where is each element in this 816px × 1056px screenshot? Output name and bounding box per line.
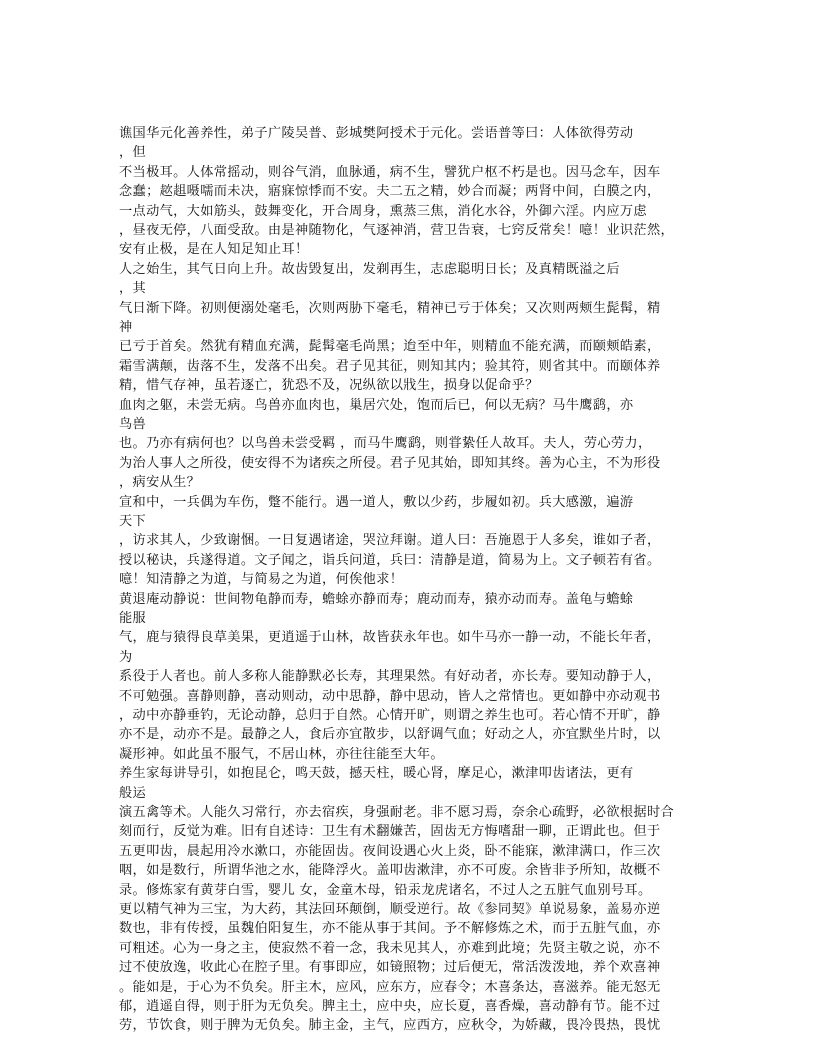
- text-line: 一点动气，大如筋头，鼓舞变化，开合周身，熏蒸三焦，消化水谷，外御六淫。内应万虑: [119, 203, 647, 219]
- text-line: 不当极耳。人体常摇动，则谷气消，血脉通，病不生，譬犹户枢不朽是也。因马念车，因车: [119, 164, 661, 180]
- text-line: ，但: [119, 145, 147, 161]
- text-line: 气，鹿与猿得良草美果，更逍遥于山林，故皆获永年也。如牛马亦一静一动，不能长年者，: [119, 630, 661, 646]
- text-line: 刻而行，反觉为难。旧有自述诗：卫生有术翻嫌苦，固齿无方悔嗜甜一聊，正谓此也。但于: [119, 824, 661, 840]
- text-line: ，其: [119, 281, 147, 297]
- text-line: 宣和中，一兵偶为车伤，蹩不能行。遇一道人，敷以少药，步履如初。兵大感激，遍游: [119, 494, 634, 510]
- text-line: 安有止极，是在人知足知止耳！: [119, 242, 309, 258]
- text-line: 可粗述。心为一身之主，使寂然不着一念，我未见其人，亦难到此境；先贤主敬之说，亦不: [119, 940, 661, 956]
- text-line: 也。乃亦有病何也？以鸟兽未尝受羁 ，而马牛鹰鹞，则甞絷任人故耳。夫人，劳心劳力，: [119, 436, 652, 452]
- text-line: 郁，逍遥自得，则于肝为无负矣。脾主土，应中央，应长夏，喜香燥，喜动静有节。能不过: [119, 999, 661, 1014]
- text-line: 鸟兽: [119, 417, 147, 432]
- text-line: 霜雪满颠，齿落不生，发落不出矣。君子见其征，则知其内；验其符，则省其中。而颐体养: [119, 358, 661, 374]
- text-line: 为治人事人之所役，使安得不为诸疾之所侵。君子见其始，即知其终。善为心主，不为形役: [119, 455, 661, 471]
- text-line: 精，惜气存神，虽若逐亡，犹恐不及，况纵欲以戕生，损身以促命乎？: [119, 378, 539, 394]
- text-line: 五更叩齿，晨起用冷水漱口，亦能固齿。夜间设遇心火上炎，卧不能寐，漱津满口，作三次: [119, 843, 661, 859]
- text-line: ，病安从生？: [119, 475, 201, 491]
- text-line: 。能如是，于心为不负矣。肝主木，应风，应东方，应春令；木喜条达，喜滋养。能无怒无: [119, 979, 661, 995]
- text-line: 劳，节饮食，则于脾为无负矣。肺主金，主气，应西方，应秋令，为娇藏，畏冷畏热，畏忧: [119, 1018, 661, 1034]
- text-line: 咽，如是数行，所谓华池之水，能降浮火。盖叩齿漱津，亦不可废。余皆非予所知，故概不: [119, 863, 661, 879]
- text-line: 过不使放逸，收此心在腔子里。有事即应，如镜照物；过后便无，常活泼泼地，养个欢喜神: [119, 960, 661, 976]
- text-line: 凝形神。如此虽不服气，不居山林，亦往往能至大年。: [119, 746, 444, 762]
- text-line: ，动中亦静垂钓，无论动静，总归于自然。心情开旷，则谓之养生也可。若心情不开旷，静: [119, 708, 661, 723]
- text-line: 授以秘诀，兵遂得道。文子闻之，诣兵问道，兵曰：清静是道，简易为上。文子顿若有省。: [119, 552, 661, 568]
- text-line: 演五禽等术。人能久习常行，亦去宿疾，身强耐老。非不愿习焉，奈余心疏野，必欲根据时合: [119, 805, 675, 820]
- text-line: 录。修炼家有黄芽白雪，婴儿 女，金童木母，铅汞龙虎诸名，不过人之五脏气血别号耳。: [119, 882, 652, 898]
- text-line: 血肉之躯，未尝无病。鸟兽亦血肉也，巢居穴处，饱而后已，何以无病？马牛鹰鹞，亦: [119, 397, 634, 413]
- text-line: 已亏于首矣。然犹有精血充满，髭髯毫毛尚黑；迨至中年，则精血不能充满，而颐颊皓素，: [119, 339, 661, 355]
- text-line: 念蠢；趑趄嗫嚅而未决，寤寐惊悸而不安。夫二五之精，妙合而凝；两肾中间，白膜之内，: [119, 184, 661, 200]
- text-line: 为: [119, 649, 133, 665]
- text-line: ，昼夜无停，八面受敌。由是神随物化，气逐神消，营卫告衰，七窍反常矣！噫！业识茫然，: [119, 223, 675, 238]
- text-line: 噫！知清静之为道，与简易之为道，何俟他求！: [119, 572, 404, 588]
- text-line: 不可勉强。喜静则静，喜动则动，动中思静，静中思动，皆人之常情也。更如静中亦动观书: [119, 688, 661, 704]
- text-line: 能服: [119, 611, 147, 626]
- text-line: 神: [119, 320, 133, 335]
- text-line: ，访求其人，少致谢悃。一日复遇诸途，哭泣拜谢。道人曰：吾施恩于人多矣，谁如子者，: [119, 533, 661, 549]
- text-line: 更以精气神为三宝，为大药，其法回环颠倒，顺受逆行。故《参同契》单说易象，盖易亦逆: [119, 902, 661, 917]
- text-line: 黄退庵动静说：世间物龟静而寿，蟾蜍亦静而寿；鹿动而寿，猿亦动而寿。盖龟与蟾蜍: [119, 591, 634, 607]
- text-line: 系役于人者也。前人多称人能静默必长寿，其理果然。有好动者，亦长寿。要知动静于人，: [119, 669, 661, 685]
- text-line: 谯国华元化善养性，弟子广陵吴普、彭城樊阿授术于元化。尝语普等曰：人体欲得劳动: [119, 126, 634, 141]
- text-line: 般运: [119, 785, 147, 801]
- text-line: 气日渐下降。初则便溺处毫毛，次则两胁下毫毛，精神已亏于体矣；又次则两颊生髭髯，精: [119, 300, 661, 316]
- text-line: 亦不是，动亦不是。最静之人，食后亦宜散步，以舒调气血；好动之人，亦宜默坐片时，以: [119, 727, 661, 743]
- text-line: 数也，非有传授，虽魏伯阳复生，亦不能从事于其间。予不解修炼之术，而于五脏气血，亦: [119, 921, 661, 937]
- text-line: 养生家每讲导引，如抱昆仑，鸣天鼓，撼天柱，暖心肾，摩足心，漱津叩齿诸法，更有: [119, 766, 634, 782]
- text-line: 天下: [119, 514, 147, 529]
- text-line: 人之始生，其气日向上升。故齿毁复出，发剃再生，志虑聪明日长；及真精既溢之后: [119, 261, 620, 277]
